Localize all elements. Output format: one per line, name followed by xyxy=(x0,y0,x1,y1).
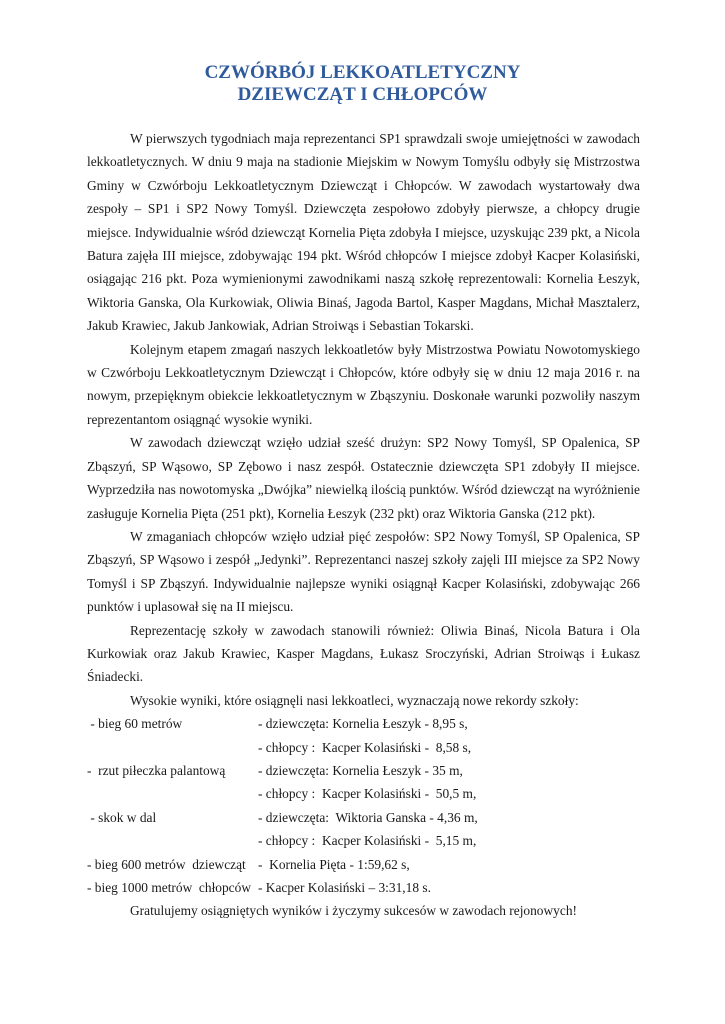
paragraph: W zmaganiach chłopców wzięło udział pięć zespołów: SP2 Nowy Tomyśl, SP Opalenica, SP Zbąszyń, SP Wąsowo i zespół „Jedynki”. Reprezentanci naszej szkoły zajęli III miejsce za SP2 Nowy Tomyśl i SP Zbąszyń. Indywidualnie najlepsze wyniki osiągnął Kacper Kolasiński, zdobywając 266 punktów i uplasował się na II miejscu. xyxy=(87,528,640,615)
record-result: - chłopcy : Kacper Kolasiński - 8,58 s, xyxy=(258,739,472,755)
record-row xyxy=(87,712,640,735)
article-body xyxy=(87,127,640,923)
record-result: - Kornelia Pięta - 1:59,62 s, xyxy=(258,856,410,872)
record-row xyxy=(87,876,640,899)
record-result: - Kacper Kolasiński – 3:31,18 s. xyxy=(258,880,431,895)
record-event: - rzut piłeczka palantową xyxy=(87,762,226,778)
title-line-1: CZWÓRBÓJ LEKKOATLETYCZNY xyxy=(204,62,521,83)
record-row xyxy=(87,806,640,829)
paragraph: W pierwszych tygodniach maja reprezentanci SP1 sprawdzali swoje umiejętności w zawodach lekkoatletycznych. W dniu 9 maja na stadionie Miejskim w Nowym Tomyślu odbyły się Mistrzostwa Gminy w Czwórboju Lekkoatletycznym Dziewcząt i Chłopców. W zawodach wystartowały dwa zespoły – SP1 i SP2 Nowy Tomyśl. Dziewczęta zespołowo zdobyły pierwsze, a chłopcy drugie miejsce. Indywidualnie wśród dziewcząt Kornelia Pięta zdobyła I miejsce, uzyskując 239 pkt, a Nicola Batura zajęła III miejsce, zdobywając 194 pkt. Wśród chłopców I miejsce zdobył Kacper Kolasiński, osiągając 216 pkt. Poza wymienionymi zawodnikami naszą szkołę reprezentowali: Kornelia Łeszyk, Wiktoria Ganska, Ola Kurkowiak, Oliwia Binaś, Jagoda Bartol, Kasper Magdans, Michał Masztalerz, Jakub Krawiec, Jakub Jankowiak, Adrian Stroiwąs i Sebastian Tokarski. xyxy=(87,131,640,334)
record-event xyxy=(87,829,258,852)
school-records-list xyxy=(87,712,640,899)
record-event: - bieg 600 metrów dziewcząt xyxy=(87,856,246,872)
paragraph: Kolejnym etapem zmagań naszych lekkoatletów były Mistrzostwa Powiatu Nowotomyskiego w Czwórboju Lekkoatletycznym Dziewcząt i Chłopców, które odbyły się w dniu 12 maja 2016 r. na nowym, przepięknym obiekcie lekkoatletycznym w Zbąszyniu. Doskonałe warunki pozwoliły naszym reprezentantom osiągnąć wysokie wyniki. xyxy=(87,341,640,427)
record-row xyxy=(87,736,640,759)
record-row xyxy=(87,829,640,852)
closing-line: Gratulujemy osiągniętych wyników i życzymy sukcesów w zawodach rejonowych! xyxy=(130,903,577,919)
record-result: - dziewczęta: Wiktoria Ganska - 4,36 m, xyxy=(258,809,478,825)
record-event: - bieg 1000 metrów chłopców xyxy=(87,880,251,895)
paragraph: W zawodach dziewcząt wzięło udział sześć drużyn: SP2 Nowy Tomyśl, SP Opalenica, SP Zbąszyń, SP Wąsowo, SP Zębowo i nasz zespół. Ostatecznie dziewczęta SP1 zdobyły II miejsce. Wyprzedziła nas nowotomyska „Dwójka” niewielką ilością punktów. Wśród dziewcząt na wyróżnienie zasługuje Kornelia Pięta (251 pkt), Kornelia Łeszyk (232 pkt) oraz Wiktoria Ganska (212 pkt). xyxy=(87,435,640,521)
record-row xyxy=(87,853,640,876)
record-row xyxy=(87,782,640,805)
record-result: - dziewczęta: Kornelia Łeszyk - 8,95 s, xyxy=(258,716,468,732)
record-event xyxy=(87,782,258,805)
record-result: - chłopcy : Kacper Kolasiński - 5,15 m, xyxy=(258,833,477,849)
title-line-2: DZIEWCZĄT I CHŁOPCÓW xyxy=(237,84,488,105)
record-result: - dziewczęta: Kornelia Łeszyk - 35 m, xyxy=(258,762,463,778)
record-event xyxy=(87,736,258,759)
paragraph: Wysokie wyniki, które osiągnęli nasi lekkoatleci, wyznaczają nowe rekordy szkoły: xyxy=(130,692,579,708)
record-row xyxy=(87,759,640,782)
record-event: - bieg 60 metrów xyxy=(87,716,183,732)
record-result: - chłopcy : Kacper Kolasiński - 50,5 m, xyxy=(258,786,477,802)
paragraph: Reprezentację szkoły w zawodach stanowili również: Oliwia Binaś, Nicola Batura i Ola Kurkowiak oraz Jakub Krawiec, Kasper Magdans, Łukasz Sroczyński, Adrian Stroiwąs i Łukasz Śniadecki. xyxy=(87,622,640,685)
record-event: - skok w dal xyxy=(87,809,157,825)
article-title xyxy=(0,62,725,106)
